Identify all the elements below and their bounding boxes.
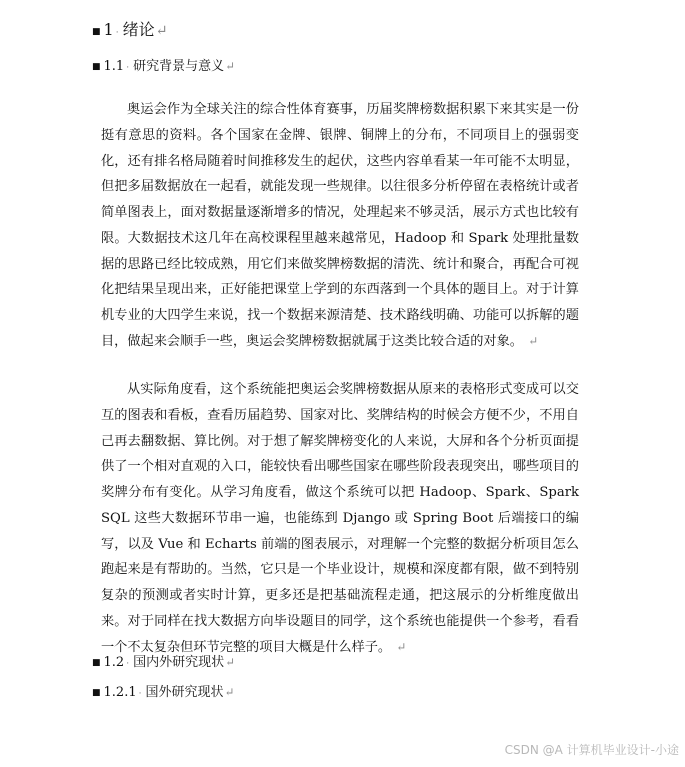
chapter-heading: [92, 17, 168, 40]
section-title: 国内外研究现状: [133, 655, 225, 670]
chapter-number: 1: [103, 20, 114, 39]
section-heading-1-2: [92, 651, 235, 670]
tab-mark-icon: ·: [115, 28, 119, 38]
heading-bullet-icon: ■: [92, 658, 101, 668]
section-title: 国外研究现状: [145, 685, 224, 700]
heading-bullet-icon: ■: [92, 62, 101, 72]
tab-mark-icon: ·: [126, 659, 130, 669]
heading-bullet-icon: ■: [92, 27, 101, 37]
paragraph-mark-icon: ↵: [225, 655, 235, 669]
paragraph-mark-icon: ↵: [396, 639, 407, 654]
paragraph-mark-icon: ↵: [224, 685, 235, 699]
chapter-title: 绪论: [122, 20, 155, 39]
tab-mark-icon: ·: [138, 689, 142, 699]
paragraph-text: 从实际角度看，这个系统能把奥运会奖牌榜数据从原来的表格形式变成可以交互的图表和看板，查看历届趋势、国家对比、奖牌结构的时候会方便不少，不用自己再去翻数据、算比例。对于想了解奖牌榜变化的人来说，大屏和各个分析页面提供了一个相对直观的入口，能较快看出哪些国家在哪些阶段表现突出，哪些项目的奖牌分布有变化。从学习角度看，做这个系统可以把 Hadoop、Spark、Spark SQL 这些大数据环节串一遍，也能练到 Django 或 Spring Boot 后端接口的编写，以及 Vue 和 Echarts 前端的图表展示，对理解一个完整的数据分析项目怎么跑起来是有帮助的。当然，它只是一个毕业设计，规模和深度都有限，做不到特别复杂的预测或者实时计算，更多还是把基础流程走通，把这展示的分析维度做出来。对于同样在找大数据方向毕设题目的同学，这个系统也能提供一个参考，看看一个不太复杂但环节完整的项目大概是什么样子。: [101, 382, 579, 655]
body-paragraph: [101, 97, 579, 355]
section-title: 研究背景与意义: [133, 59, 225, 74]
csdn-watermark: CSDN @A 计算机毕业设计-小途: [504, 743, 679, 757]
paragraph-mark-icon: ↵: [528, 333, 539, 348]
paragraph-text: 奥运会作为全球关注的综合性体育赛事，历届奖牌榜数据积累下来其实是一份挺有意思的资料。各个国家在金牌、银牌、铜牌上的分布，不同项目上的强弱变化，还有排名格局随着时间推移发生的起伏，这些内容单看某一年可能不太明显，但把多届数据放在一起看，就能发现一些规律。以往很多分析停留在表格统计或者简单图表上，面对数据量逐渐增多的情况，处理起来不够灵活，展示方式也比较有限。大数据技术这几年在高校课程里越来越常见，Hadoop 和 Spark 处理批量数据的思路已经比较成熟，用它们来做奖牌榜数据的清洗、统计和聚合，再配合可视化把结果呈现出来，正好能把课堂上学到的东西落到一个具体的题目上。对于计算机专业的大四学生来说，找一个数据来源清楚、技术路线明确、功能可以拆解的题目，做起来会顺手一些，奥运会奖牌榜数据就属于这类比较合适的对象。: [101, 102, 579, 349]
heading-bullet-icon: ■: [92, 688, 101, 698]
tab-mark-icon: ·: [126, 63, 130, 73]
paragraph-mark-icon: ↵: [225, 59, 235, 73]
section-number: 1.2: [103, 655, 125, 670]
section-heading-1-2-1: [92, 681, 234, 700]
paragraph-mark-icon: ↵: [155, 23, 168, 39]
body-paragraph: [101, 377, 579, 660]
section-number: 1.2.1: [103, 685, 137, 700]
section-heading-1-1: [92, 55, 235, 74]
section-number: 1.1: [103, 59, 125, 74]
